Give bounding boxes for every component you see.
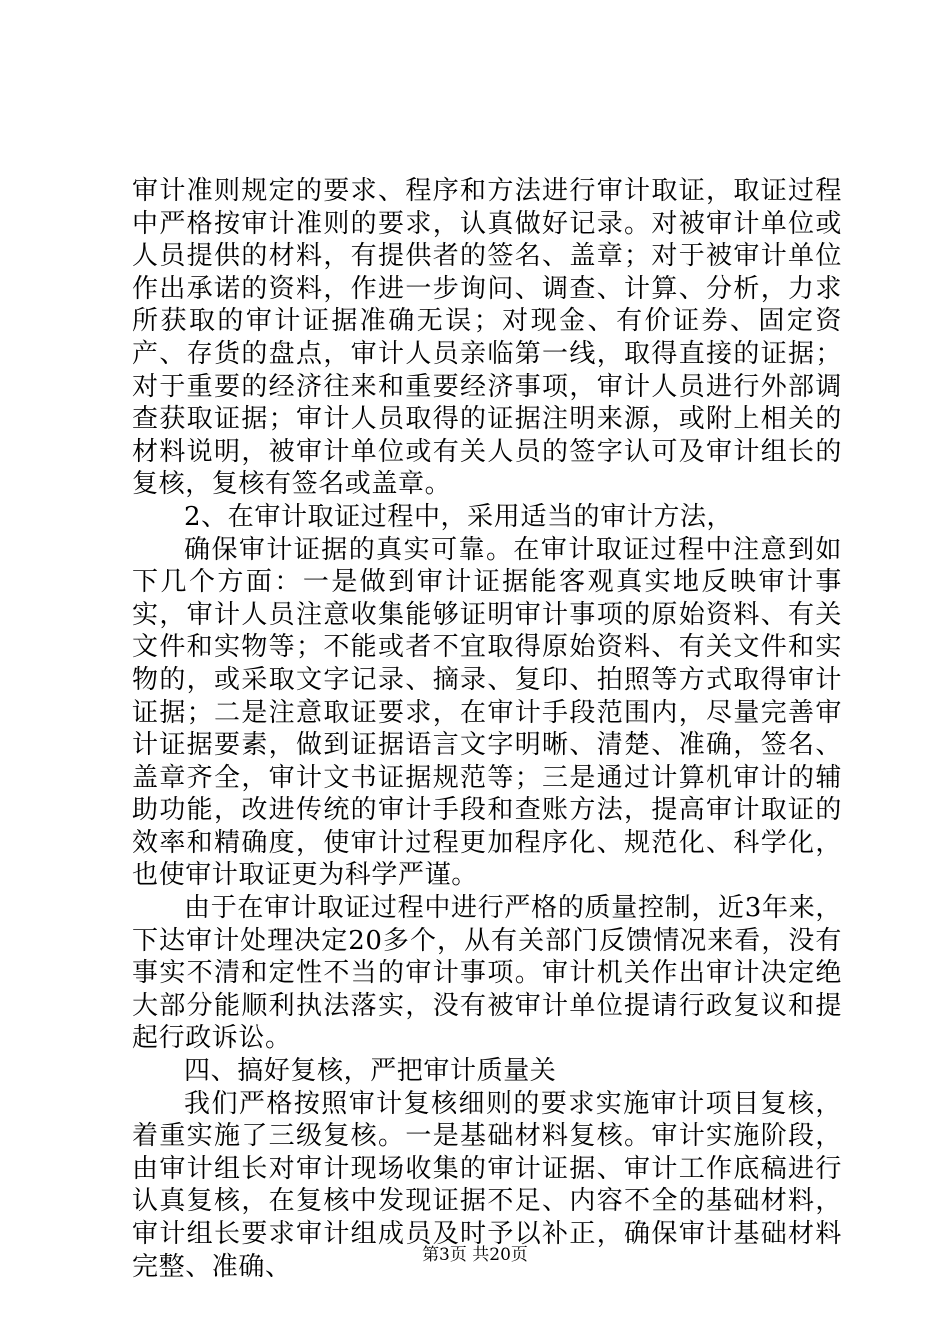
document-body xyxy=(132,175,842,1283)
paragraph: 由于在审计取证过程中进行严格的质量控制，近3年来，下达审计处理决定20多个，从有关部门反馈情况来看，没有事实不清和定性不当的审计事项。审计机关作出审计决定绝大部分能顺利执法落实，没有被审计单位提请行政复议和提起行政诉讼。 xyxy=(132,893,842,1054)
paragraph: 确保审计证据的真实可靠。在审计取证过程中注意到如下几个方面：一是做到审计证据能客观真实地反映审计事实，审计人员注意收集能够证明审计事项的原始资料、有关文件和实物等；不能或者不宜取得原始资料、有关文件和实物的，或采取文字记录、摘录、复印、拍照等方式取得审计证据；二是注意取证要求，在审计手段范围内，尽量完善审计证据要素，做到证据语言文字明晰、清楚、准确，签名、盖章齐全，审计文书证据规范等；三是通过计算机审计的辅助功能，改进传统的审计手段和查账方法，提高审计取证的效率和精确度，使审计过程更加程序化、规范化、科学化，也使审计取证更为科学严谨。 xyxy=(132,534,842,891)
paragraph: 我们严格按照审计复核细则的要求实施审计项目复核，着重实施了三级复核。一是基础材料复核。审计实施阶段，由审计组长对审计现场收集的审计证据、审计工作底稿进行认真复核，在复核中发现证据不足、内容不全的基础材料，审计组长要求审计组成员及时予以补正，确保审计基础材料完整、准确、 xyxy=(132,1088,842,1282)
page-footer: 第3页 共20页 xyxy=(422,1245,528,1265)
paragraph: 2、在审计取证过程中，采用适当的审计方法， xyxy=(184,501,734,532)
paragraph: 审计准则规定的要求、程序和方法进行审计取证，取证过程中严格按审计准则的要求，认真做好记录。对被审计单位或人员提供的材料，有提供者的签名、盖章；对于被审计单位作出承诺的资料，作进一步询问、调查、计算、分析，力求所获取的审计证据准确无误；对现金、有价证券、固定资产、存货的盘点，审计人员亲临第一线，取得直接的证据；对于重要的经济往来和重要经济事项，审计人员进行外部调查获取证据；审计人员取得的证据注明来源，或附上相关的材料说明，被审计单位或有关人员的签字认可及审计组长的复核，复核有签名或盖章。 xyxy=(132,176,842,500)
section-heading: 四、搞好复核，严把审计质量关 xyxy=(184,1056,557,1087)
